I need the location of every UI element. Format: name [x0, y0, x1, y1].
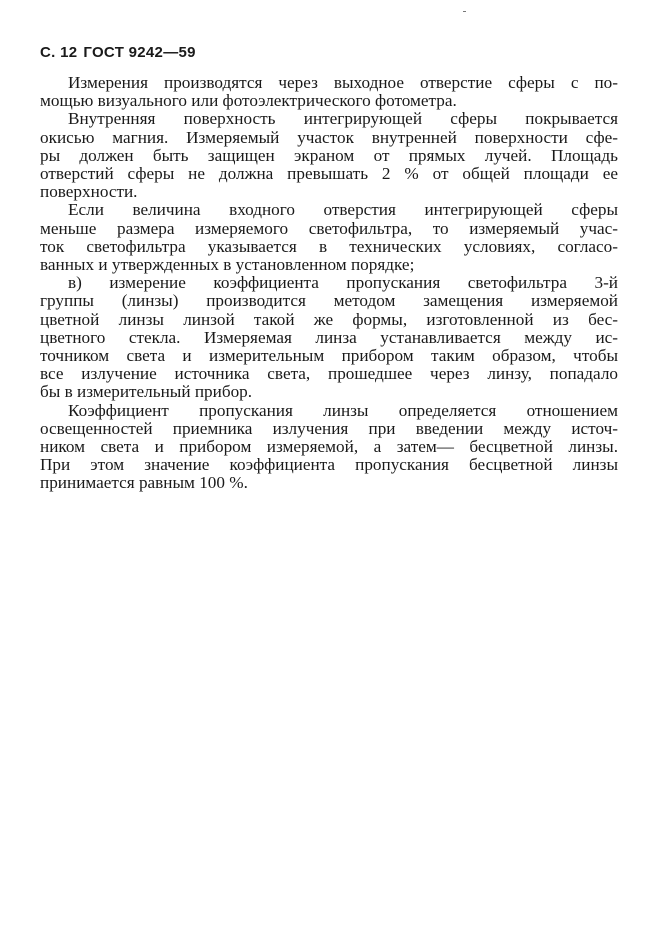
- text-line: все излучение источника света, прошедшее через линзу, попадало: [40, 364, 618, 384]
- page-number: С. 12: [40, 44, 78, 61]
- paragraph-measurement: [40, 74, 618, 110]
- page-header: [40, 44, 196, 61]
- standard-number: ГОСТ 9242—59: [83, 44, 196, 61]
- text-line: При этом значение коэффициента пропускания бесцветной линзы: [40, 455, 618, 475]
- text-line: бы в измерительный прибор.: [40, 382, 253, 402]
- text-line: ванных и утвержденных в установленном порядке;: [40, 255, 415, 275]
- text-line: меньше размера измеряемого светофильтра, то измеряемый учас-: [40, 218, 618, 238]
- text-line: поверхности.: [40, 182, 138, 202]
- text-line: принимается равным 100 %.: [40, 473, 248, 493]
- paragraph-coating: [40, 110, 618, 201]
- paragraph-coefficient: [40, 402, 618, 493]
- text-line: Если величина входного отверстия интегрирующей сферы: [68, 200, 618, 220]
- text-line: в) измерение коэффициента пропускания светофильтра 3-й: [68, 273, 618, 293]
- text-line: цветной линзы линзой такой же формы, изготовленной из бес-: [40, 309, 618, 329]
- text-line: мощью визуального или фотоэлектрического фотометра.: [40, 91, 457, 111]
- paragraph-lens-measurement: [40, 274, 618, 401]
- text-line: отверстий сферы не должна превышать 2 % от общей площади ее: [40, 164, 618, 184]
- text-line: цветного стекла. Измеряемая линза устанавливается между ис-: [40, 327, 618, 347]
- text-line: Внутренняя поверхность интегрирующей сферы покрывается: [68, 109, 618, 129]
- text-line: точником света и измерительным прибором таким образом, чтобы: [40, 346, 618, 366]
- text-line: ры должен быть защищен экраном от прямых лучей. Площадь: [40, 145, 618, 165]
- scan-mark: [463, 11, 466, 12]
- text-line: ником света и прибором измеряемой, а затем— бесцветной линзы.: [40, 437, 618, 457]
- body-text: [40, 74, 618, 493]
- text-line: окисью магния. Измеряемый участок внутренней поверхности сфе-: [40, 127, 618, 147]
- paragraph-aperture: [40, 201, 618, 274]
- text-line: Измерения производятся через выходное отверстие сферы с по-: [68, 73, 618, 92]
- text-line: группы (линзы) производится методом замещения измеряемой: [40, 291, 618, 311]
- text-line: освещенностей приемника излучения при введении между источ-: [40, 418, 618, 438]
- text-line: ток светофильтра указывается в технических условиях, согласо-: [40, 236, 618, 256]
- text-line: Коэффициент пропускания линзы определяется отношением: [68, 400, 618, 420]
